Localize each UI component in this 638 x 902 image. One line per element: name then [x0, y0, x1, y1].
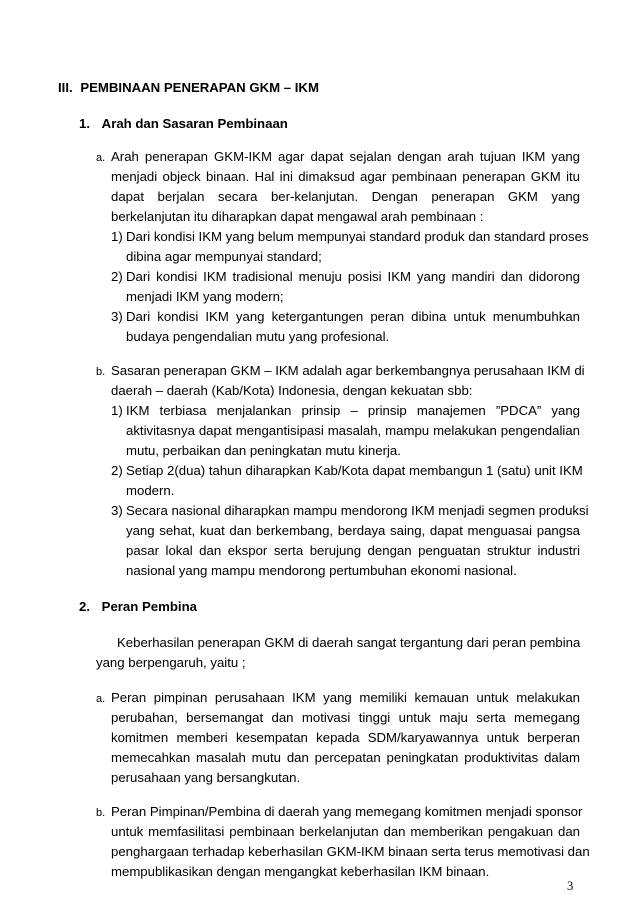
section-title: PEMBINAAN PENERAPAN GKM – IKM — [80, 80, 319, 95]
subsection-1-number: 1. — [79, 116, 90, 131]
item-b1-sub-1-line-2: aktivitasnya dapat mengantisipasi masalah, mampu melakukan pengendalian — [126, 423, 580, 438]
item-a2-line-4: memecahkan masalah mutu dan percepatan peningkatan produktivitas dalam — [111, 750, 580, 765]
item-a1-sub-2-line-1: Dari kondisi IKM tradisional menuju posisi IKM yang mandiri dan didorong — [126, 269, 580, 284]
item-a2-line-1: Peran pimpinan perusahaan IKM yang memiliki kemauan untuk melakukan — [111, 690, 580, 705]
item-a2-label: a. — [96, 693, 106, 705]
item-b1-sub-3-number: 3) — [111, 503, 123, 518]
item-a1-sub-1-line-1: Dari kondisi IKM yang belum mempunyai standard produk dan standard proses — [126, 229, 589, 244]
item-a1-sub-3-line-2: budaya pengendalian mutu yang profesional. — [126, 329, 390, 344]
section-heading — [58, 78, 319, 98]
item-b1-sub-1-number: 1) — [111, 403, 123, 418]
item-a1-sub-3-line-1: Dari kondisi IKM yang ketergantungen peran dibina untuk menumbuhkan — [126, 309, 580, 324]
item-b1-label: b. — [96, 366, 106, 378]
item-a1-line-1: Arah penerapan GKM-IKM agar dapat sejalan dengan arah tujuan IKM yang — [111, 149, 580, 164]
item-b1-sub-1-line-3: mutu, perbaikan dan peningkatan mutu kinerja. — [126, 443, 401, 458]
item-b1-line-2: daerah – daerah (Kab/Kota) Indonesia, dengan kekuatan sbb: — [111, 383, 473, 398]
item-a1-sub-1-line-2: dibina agar mempunyai standard; — [126, 249, 322, 264]
item-a1-line-3: dapat berjalan secara ber-kelanjutan. Dengan penerapan GKM yang — [111, 189, 580, 204]
item-b2-line-4: mempublikasikan dengan mengangkat keberhasilan IKM binaan. — [111, 864, 490, 879]
item-b2-line-1: Peran Pimpinan/Pembina di daerah yang memegang komitmen menjadi sponsor — [111, 804, 583, 819]
item-b1-sub-3-line-2: yang sehat, kuat dan berkembang, berdaya saing, dapat menguasai pangsa — [126, 523, 580, 538]
item-a2-line-5: perusahaan yang bersangkutan. — [111, 770, 301, 785]
intro2-line-1: Keberhasilan penerapan GKM di daerah sangat tergantung dari peran pembina — [117, 635, 581, 650]
item-a1-line-4: berkelanjutan itu diharapkan dapat mengawal arah pembinaan : — [111, 209, 484, 224]
item-a1-sub-2-number: 2) — [111, 269, 123, 284]
subsection-2-number: 2. — [79, 599, 90, 614]
page-number: 3 — [567, 879, 574, 893]
item-a1-label: a. — [96, 152, 106, 164]
item-b1-sub-2-number: 2) — [111, 463, 123, 478]
item-a2-line-3: komitmen memberi kesempatan kepada SDM/karyawannya untuk berperan — [111, 730, 580, 745]
item-b2-line-2: untuk memfasilitasi pembinaan berkelanjutan dan memberikan pengakuan dan — [111, 824, 580, 839]
item-b1-sub-3-line-1: Secara nasional diharapkan mampu mendorong IKM menjadi segmen produksi — [126, 503, 589, 518]
item-a1-sub-1-number: 1) — [111, 229, 123, 244]
section-number: III. — [58, 80, 73, 95]
subsection-2-heading — [79, 597, 197, 617]
item-b1-sub-1-line-1: IKM terbiasa menjalankan prinsip – prinsip manajemen ”PDCA” yang — [126, 403, 580, 418]
subsection-1-title: Arah dan Sasaran Pembinaan — [101, 116, 288, 131]
item-a2-line-2: perubahan, bersemangat dan motivasi tinggi untuk maju serta memegang — [111, 710, 580, 725]
item-a1-line-2: menjadi objeck binaan. Hal ini dimaksud agar pembinaan penerapan GKM itu — [111, 169, 580, 184]
item-b1-sub-2-line-1: Setiap 2(dua) tahun diharapkan Kab/Kota dapat membangun 1 (satu) unit IKM — [126, 463, 583, 478]
item-a1-sub-2-line-2: menjadi IKM yang modern; — [126, 289, 284, 304]
item-a1-sub-3-number: 3) — [111, 309, 123, 324]
item-b1-sub-3-line-4: nasional yang mampu mendorong pertumbuhan ekonomi nasional. — [126, 563, 517, 578]
item-b2-line-3: penghargaan terhadap keberhasilan GKM-IKM binaan serta terus memotivasi dan — [111, 844, 590, 859]
subsection-2-title: Peran Pembina — [101, 599, 197, 614]
item-b2-label: b. — [96, 807, 106, 819]
subsection-1-heading — [79, 114, 288, 134]
item-b1-line-1: Sasaran penerapan GKM – IKM adalah agar berkembangnya perusahaan IKM di — [111, 363, 585, 378]
item-b1-sub-3-line-3: pasar lokal dan ekspor serta berujung dengan penguatan struktur industri — [126, 543, 580, 558]
item-b1-sub-2-line-2: modern. — [126, 483, 175, 498]
intro2-line-2: yang berpengaruh, yaitu ; — [96, 655, 246, 670]
